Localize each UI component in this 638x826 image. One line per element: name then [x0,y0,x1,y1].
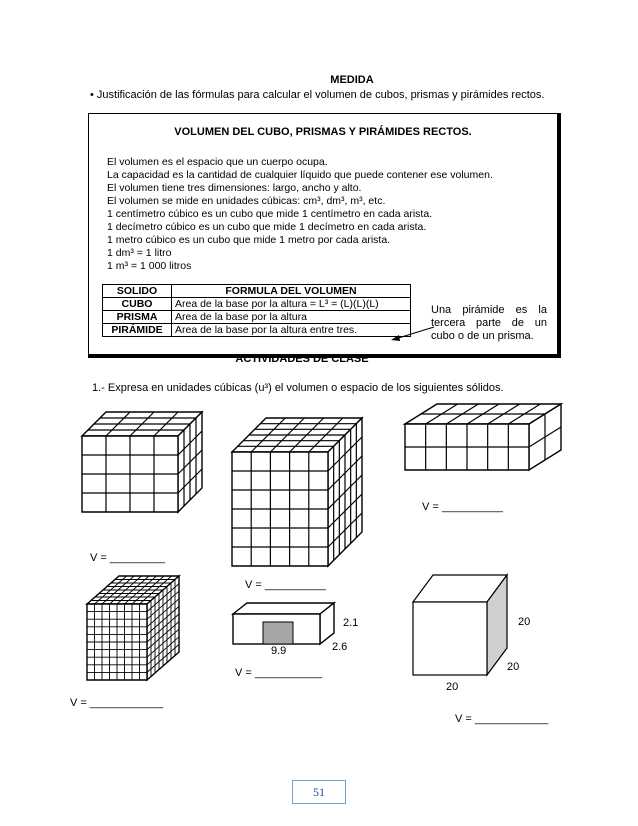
big-cube-figure [413,575,530,693]
objective-bullet: • Justificación de las fórmulas para calcular el volumen de cubos, prismas y pirámides rectos. [90,89,545,101]
solid-name: CUBO [103,298,172,311]
formula-cell: Area de la base por la altura [172,311,411,324]
prism-solid-tall [232,418,362,566]
definition-line: 1 metro cúbico es un cubo que mide 1 metro por cada arista. [107,234,391,246]
box-length-label: 9.9 [271,645,287,657]
info-box-title: VOLUMEN DEL CUBO, PRISMAS Y PIRÁMIDES RECTOS. [174,126,472,138]
open-box-figure [233,603,358,657]
page-title: MEDIDA [330,74,374,86]
activities-title: ACTIVIDADES DE CLASE [235,353,369,365]
cube-solid-fine-grid [87,576,179,680]
definition-line: 1 dm³ = 1 litro [107,247,172,259]
page-number: 51 [292,780,346,804]
definition-line: 1 m³ = 1 000 litros [107,260,192,272]
formula-cell: Area de la base por la altura entre tres. [172,324,411,337]
definition-line: 1 centímetro cúbico es un cubo que mide 1 centímetro en cada arista. [107,208,433,220]
answer-blank[interactable]: V = ____________ [455,713,549,725]
pyramid-note: Una pirámide es la tercera parte de un cubo o de un prisma. [431,304,547,342]
column-header: SOLIDO [103,285,172,298]
definition-line: El volumen es el espacio que un cuerpo ocupa. [107,156,328,168]
solid-name: PRISMA [103,311,172,324]
cube-edge-label: 20 [507,661,520,673]
answer-blank[interactable]: V = ___________ [235,667,323,679]
activity-instruction: 1.- Expresa en unidades cúbicas (u³) el volumen o espacio de los siguientes sólidos. [92,382,504,394]
prism-solid-flat [405,404,561,470]
cube-edge-label: 20 [446,681,459,693]
solid-name: PIRÁMIDE [103,324,172,337]
formula-cell: Area de la base por la altura = L³ = (L)(L)(L) [172,298,411,311]
answer-blank[interactable]: V = ____________ [70,697,164,709]
answer-blank[interactable]: V = __________ [422,501,504,513]
box-depth-label: 2.6 [332,641,348,653]
answer-blank[interactable]: V = __________ [245,579,327,591]
cube-solid-4x4x4 [82,412,202,512]
definition-line: La capacidad es la cantidad de cualquier líquido que puede contener ese volumen. [107,169,493,181]
definition-line: 1 decímetro cúbico es un cubo que mide 1 decímetro en cada arista. [107,221,427,233]
definition-line: El volumen se mide en unidades cúbicas: cm³, dm³, m³, etc. [107,195,386,207]
answer-blank[interactable]: V = _________ [90,552,165,564]
cube-edge-label: 20 [518,616,531,628]
definition-line: El volumen tiene tres dimensiones: largo, ancho y alto. [107,182,362,194]
box-height-label: 2.1 [343,617,359,629]
column-header: FORMULA DEL VOLUMEN [172,285,411,298]
